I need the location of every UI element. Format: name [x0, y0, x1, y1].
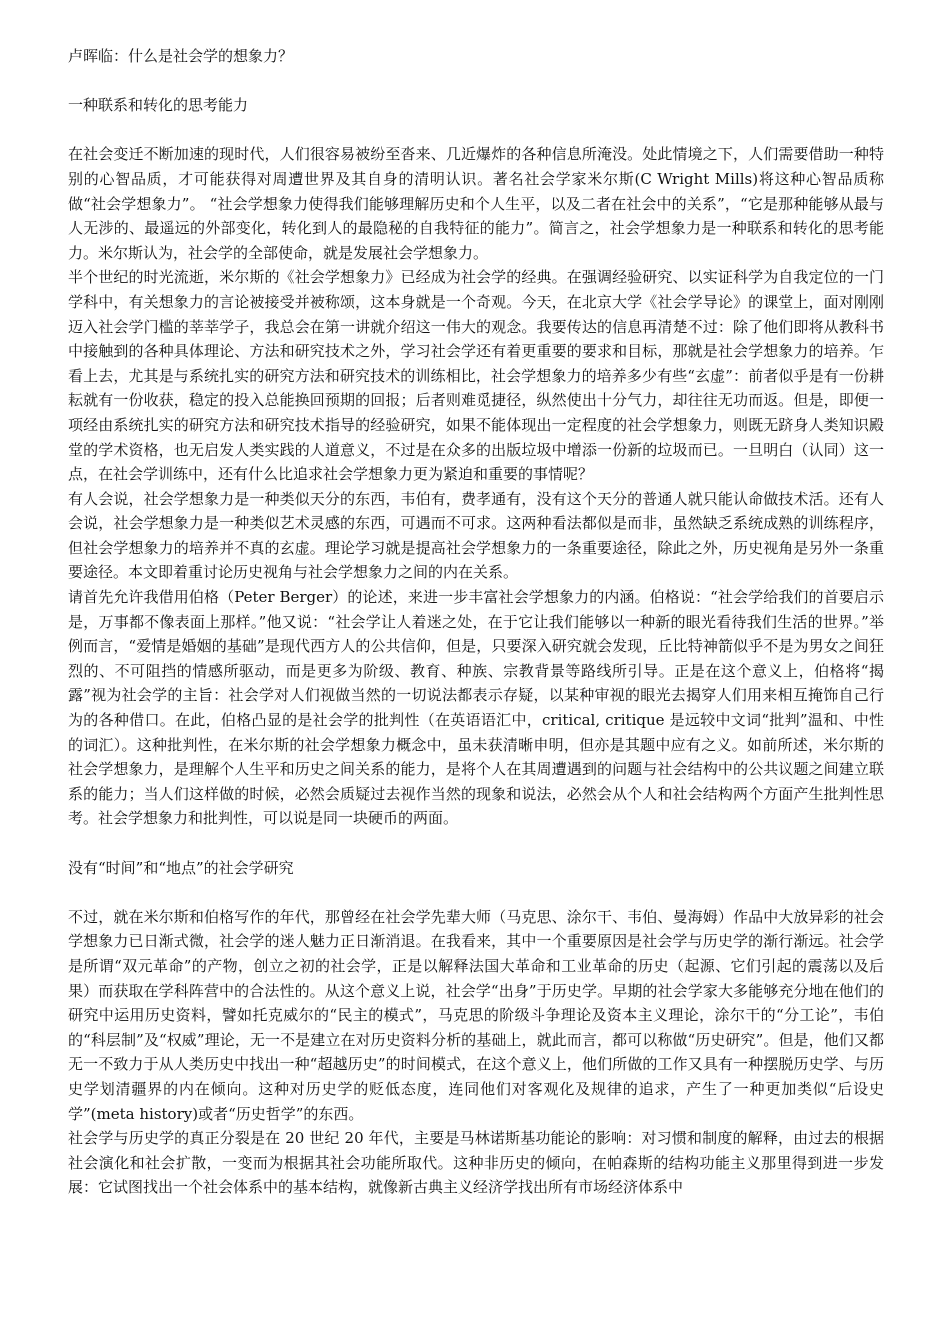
spacer	[68, 831, 884, 856]
spacer	[68, 69, 884, 94]
paragraph: 有人会说，社会学想象力是一种类似天分的东西，韦伯有，费孝通有，没有这个天分的普通人就只能认命做技术活。还有人会说，社会学想象力是一种类似艺术灵感的东西，可遇而不可求。这两种看法都似是而非，虽然缺乏系统成熟的训练程序，但社会学想象力的培养并不真的玄虚。理论学习就是提高社会学想象力的一条重要途径，除此之外，历史视角是另外一条重要途径。本文即着重讨论历史视角与社会学想象力之间的内在关系。	[68, 489, 884, 582]
paragraph: 半个世纪的时光流逝，米尔斯的《社会学想象力》已经成为社会学的经典。在强调经验研究、以实证科学为自我定位的一门学科中，有关想象力的言论被接受并被称颂，这本身就是一个奇观。今天，在北京大学《社会学导论》的课堂上，面对刚刚迈入社会学门槛的莘莘学子，我总会在第一讲就介绍这一伟大的观念。我要传达的信息再清楚不过：除了他们即将从教科书中接触到的各种具体理论、方法和研究技术之外，学习社会学还有着更重要的要求和目标，那就是社会学想象力的培养。乍看上去，尤其是与系统扎实的研究方法和研究技术的训练相比，社会学想象力的培养多少有些“玄虚”：前者似乎是有一份耕耘就有一份收获，稳定的投入总能换回预期的回报；后者则难觅捷径，纵然使出十分气力，却往往无功而返。但是，即便一项经由系统扎实的研究方法和研究技术指导的经验研究，如果不能体现出一定程度的社会学想象力，则既无跻身人类知识殿堂的学术资格，也无启发人类实践的人道意义，不过是在众多的出版垃圾中增添一份新的垃圾而已。一旦明白（认同）这一点，在社会学训练中，还有什么比追求社会学想象力更为紧迫和重要的事情呢？	[68, 268, 884, 484]
paragraph: 不过，就在米尔斯和伯格写作的年代，那曾经在社会学先辈大师（马克思、涂尔干、韦伯、曼海姆）作品中大放异彩的社会学想象力已日渐式微，社会学的迷人魅力正日渐消退。在我看来，其中一个重要原因是社会学与历史学的渐行渐远。社会学是所谓“双元革命”的产物，创立之初的社会学，正是以解释法国大革命和工业革命的历史（起源、它们引起的震荡以及后果）而获取在学科阵营中的合法性的。从这个意义上说，社会学“出身”于历史学。早期的社会学家大多能够充分地在他们的研究中运用历史资料，譬如托克威尔的“民主的模式”，马克思的阶级斗争理论及资本主义理论，涂尔干的“分工论”，韦伯的“科层制”及“权威”理论，无一不是建立在对历史资料分析的基础上，就此而言，都可以称做“历史研究”。但是，他们又都无一不致力于从人类历史中找出一种“超越历史”的时间模式，在这个意义上，他们所做的工作又具有一种摆脱历史学、与历史学划清疆界的内在倾向。这种对历史学的贬低态度，连同他们对客观化及规律的追求，产生了一种更加类似“后设史学”(meta history)或者“历史哲学”的东西。	[68, 907, 884, 1123]
section-heading-1: 一种联系和转化的思考能力	[68, 96, 249, 115]
paragraph: 在社会变迁不断加速的现时代，人们很容易被纷至沓来、几近爆炸的各种信息所淹没。处此情境之下，人们需要借助一种特别的心智品质，才可能获得对周遭世界及其自身的清明认识。著名社会学家米尔斯(C Wright Mills)将这种心智品质称做“社会学想象力”。 “社会学想象力使得我们能够理解历史和个人生平，以及二者在社会中的关系”，“它是那种能够从最与人无涉的、最遥远的外部变化，转化到人的最隐秘的自我特征的能力”。简言之，社会学想象力是一种联系和转化的思考能力。米尔斯认为，社会学的全部使命，就是发展社会学想象力。	[68, 145, 884, 262]
spacer	[68, 880, 884, 905]
paragraph: 请首先允许我借用伯格（Peter Berger）的论述，来进一步丰富社会学想象力的内涵。伯格说：“社会学给我们的首要启示是，万事都不像表面上那样。”他又说：“社会学让人着迷之处，在于它让我们能够以一种新的眼光看待我们生活的世界。”举例而言，“爱情是婚姻的基础”是现代西方人的公共信仰，但是，只要深入研究就会发现，丘比特神箭似乎不是为男女之间狂烈的、不可阻挡的情感所驱动，而是更多为阶级、教育、种族、宗教背景等路线所引导。正是在这个意义上，伯格将“揭露”视为社会学的主旨：社会学对人们视做当然的一切说法都表示存疑，以某种审视的眼光去揭穿人们用来相互掩饰自己行为的各种借口。在此，伯格凸显的是社会学的批判性（在英语语汇中，critical, critique 是远较中文词“批判”温和、中性的词汇）。这种批判性，在米尔斯的社会学想象力概念中，虽未获清晰申明，但亦是其题中应有之义。如前所述，米尔斯的社会学想象力，是理解个人生平和历史之间关系的能力，是将个人在其周遭遇到的问题与社会结构中的公共议题之间建立联系的能力；当人们这样做的时候，必然会质疑过去视作当然的现象和说法，必然会从个人和社会结构两个方面产生批判性思考。社会学想象力和批判性，可以说是同一块硬币的两面。	[68, 588, 884, 828]
spacer	[68, 118, 884, 143]
paragraph: 社会学与历史学的真正分裂是在 20 世纪 20 年代，主要是马林诺斯基功能论的影响：对习惯和制度的解释，由过去的根据社会演化和社会扩散，一变而为根据其社会功能所取代。这种非历史的倾向，在帕森斯的结构功能主义那里得到进一步发展：它试图找出一个社会体系中的基本结构，就像新古典主义经济学找出所有市场经济体系中	[68, 1129, 884, 1197]
document-title: 卢晖临：什么是社会学的想象力？	[68, 47, 294, 65]
section-heading-2: 没有“时间”和“地点”的社会学研究	[68, 858, 294, 877]
